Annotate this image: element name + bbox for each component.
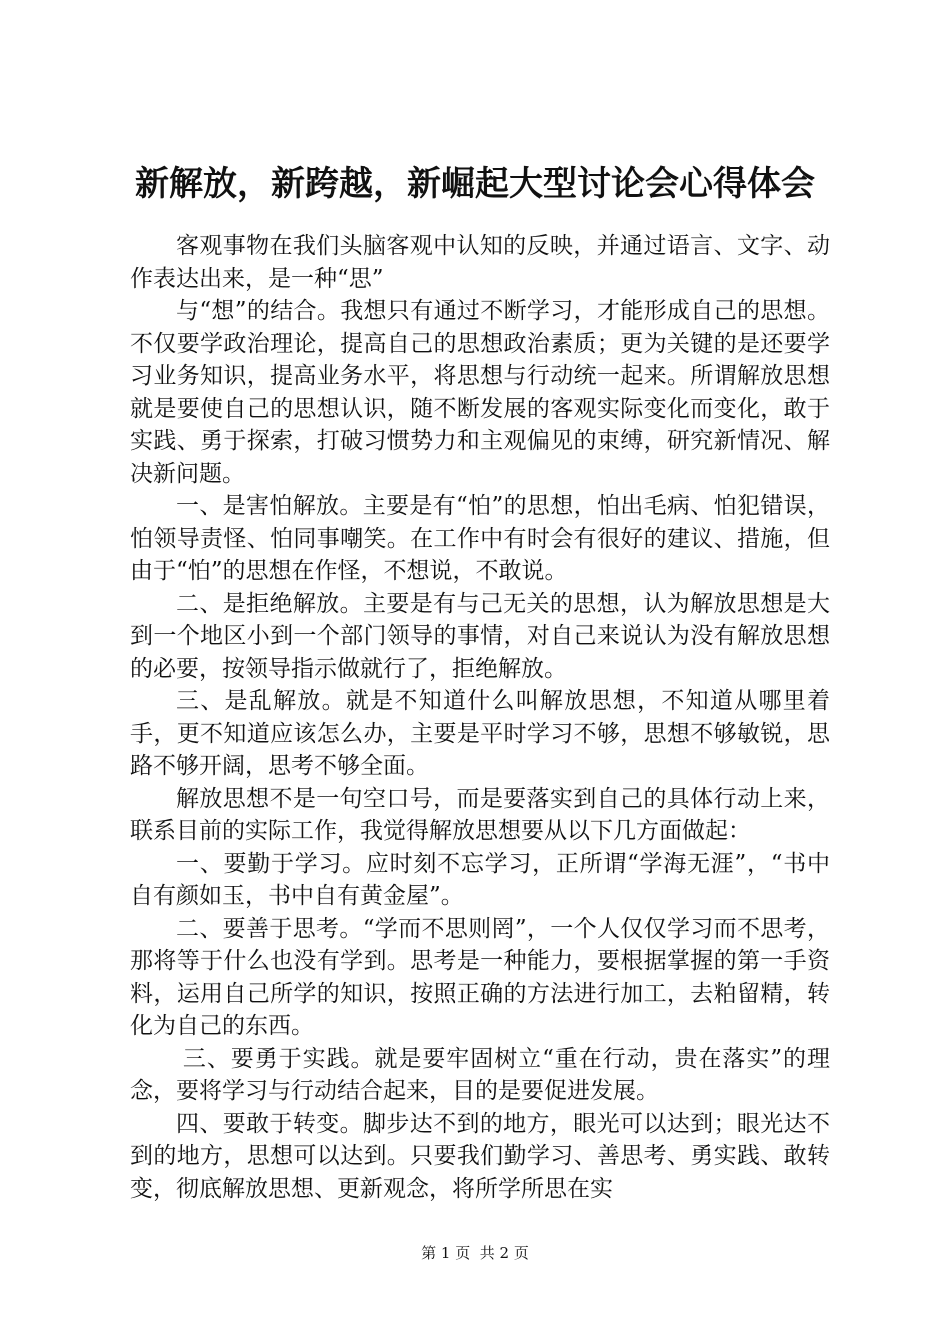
paragraph-8: 二、要善于思考。“学而不思则罔”，一个人仅仅学习而不思考，那将等于什么也没有学到。思考是一种能力，要根据掌握的第一手资料，运用自己所学的知识，按照正确的方法进行加工，去粕留精，转化为自己的东西。 [130, 915, 830, 1039]
paragraph-5: 三、是乱解放。就是不知道什么叫解放思想，不知道从哪里着手，更不知道应该怎么办，主要是平时学习不够，思想不够敏锐，思路不够开阔，思考不够全面。 [130, 688, 830, 779]
paragraph-1: 客观事物在我们头脑客观中认知的反映，并通过语言、文字、动作表达出来，是一种“思” [130, 233, 830, 292]
paragraph-9: 三、要勇于实践。就是要牢固树立“重在行动，贵在落实”的理念，要将学习与行动结合起来，目的是要促进发展。 [130, 1045, 830, 1104]
page-number: 第 1 页 共 2 页 [421, 1244, 529, 1262]
document-body [130, 230, 830, 1205]
document-title: 新解放，新跨越，新崛起大型讨论会心得体会 [135, 164, 815, 204]
paragraph-6: 解放思想不是一句空口号，而是要落实到自己的具体行动上来，联系目前的实际工作，我觉得解放思想要从以下几方面做起： [130, 785, 830, 844]
paragraph-10: 四、要敢于转变。脚步达不到的地方，眼光可以达到；眼光达不到的地方，思想可以达到。只要我们勤学习、善思考、勇实践、敢转变，彻底解放思想、更新观念，将所学所思在实 [130, 1110, 830, 1202]
paragraph-4: 二、是拒绝解放。主要是有与己无关的思想，认为解放思想是大到一个地区小到一个部门领导的事情，对自己来说认为没有解放思想的必要，按领导指示做就行了，拒绝解放。 [130, 590, 830, 682]
paragraph-7: 一、要勤于学习。应时刻不忘学习，正所谓“学海无涯”，“书中自有颜如玉，书中自有黄金屋”。 [130, 850, 830, 909]
paragraph-3: 一、是害怕解放。主要是有“怕”的思想，怕出毛病、怕犯错误，怕领导责怪、怕同事嘲笑。在工作中有时会有很好的建议、措施，但由于“怕”的思想在作怪，不想说，不敢说。 [130, 493, 830, 584]
page-footer [0, 1243, 950, 1263]
paragraph-2: 与“想”的结合。我想只有通过不断学习，才能形成自己的思想。不仅要学政治理论，提高自己的思想政治素质；更为关键的是还要学习业务知识，提高业务水平，将思想与行动统一起来。所谓解放思想就是要使自己的思想认识，随不断发展的客观实际变化而变化，敢于实践、勇于探索，打破习惯势力和主观偏见的束缚，研究新情况、解决新问题。 [130, 298, 830, 487]
